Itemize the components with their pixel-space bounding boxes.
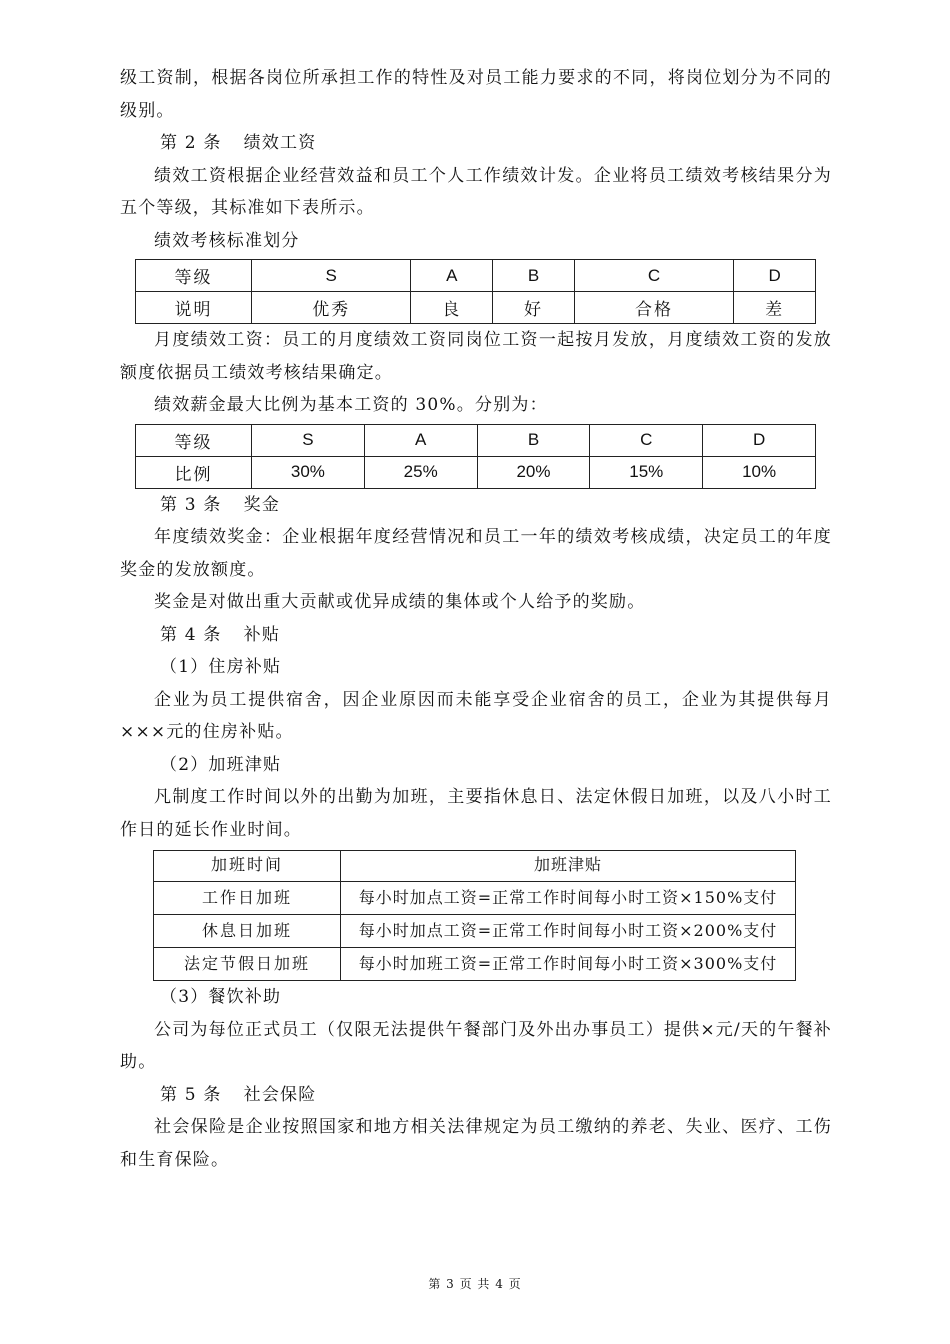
grade-header-label: 等级	[136, 260, 252, 292]
grade-cell: D	[734, 260, 816, 292]
article-3-heading	[120, 489, 832, 522]
grade-standard-table	[135, 259, 816, 324]
article-2-title: 绩效工资	[243, 133, 317, 153]
overtime-allowance-cell: 每小时加班工资=正常工作时间每小时工资×300%支付	[341, 948, 796, 981]
article-2-heading	[120, 127, 832, 160]
ratio-header-label: 等级	[136, 424, 252, 456]
grade-cell: C	[590, 424, 703, 456]
ratio-cell: 25%	[364, 456, 477, 488]
ratio-cell: 30%	[252, 456, 365, 488]
grade-cell: A	[411, 260, 493, 292]
grade-cell: D	[703, 424, 816, 456]
ratio-table	[135, 424, 816, 489]
overtime-allowance-cell: 每小时加点工资=正常工作时间每小时工资×200%支付	[341, 915, 796, 948]
overtime-time-cell: 工作日加班	[154, 882, 341, 915]
overtime-heading: （2）加班津贴	[160, 754, 282, 775]
article-5-number: 第 5 条	[160, 1084, 222, 1105]
meal-heading: （3）餐饮补助	[160, 987, 282, 1007]
overtime-time-header: 加班时间	[154, 851, 341, 882]
article-2-para: 绩效工资根据企业经营效益和员工个人工作绩效计发。企业将员工绩效考核结果分为五个等级，其标准如下表所示。	[120, 165, 832, 218]
article-2-number: 第 2 条	[160, 133, 222, 153]
document-page	[120, 62, 832, 1176]
article-4-number: 第 4 条	[160, 624, 222, 645]
article-3-number: 第 3 条	[160, 494, 222, 515]
table-row	[136, 260, 816, 292]
overtime-text: 凡制度工作时间以外的出勤为加班，主要指休息日、法定休假日加班，以及八小时工作日的延长作业时间。	[120, 787, 832, 840]
article-4-title: 补贴	[243, 624, 281, 645]
ratio-cell: 10%	[703, 456, 816, 488]
table-row	[154, 851, 796, 882]
table-row	[136, 456, 816, 488]
grade-table-caption: 绩效考核标准划分	[154, 230, 300, 251]
overtime-time-cell: 休息日加班	[154, 915, 341, 948]
article-3-title: 奖金	[243, 494, 281, 515]
bonus-definition-para: 奖金是对做出重大贡献或优异成绩的集体或个人给予的奖励。	[154, 592, 646, 612]
grade-cell: A	[364, 424, 477, 456]
grade-cell: B	[493, 260, 575, 292]
overtime-allowance-cell: 每小时加点工资=正常工作时间每小时工资×150%支付	[341, 882, 796, 915]
description-cell: 差	[734, 292, 816, 324]
meal-text: 公司为每位正式员工（仅限无法提供午餐部门及外出办事员工）提供×元/天的午餐补助。	[120, 1019, 832, 1072]
intro-continuation: 级工资制，根据各岗位所承担工作的特性及对员工能力要求的不同，将岗位划分为不同的级别。	[120, 68, 832, 121]
description-cell: 优秀	[252, 292, 411, 324]
table-row	[136, 292, 816, 324]
annual-bonus-para: 年度绩效奖金：企业根据年度经营情况和员工一年的绩效考核成绩，决定员工的年度奖金的发放额度。	[120, 527, 832, 580]
table-row	[154, 915, 796, 948]
page-footer: 第 3 页 共 4 页	[428, 1277, 522, 1291]
description-cell: 良	[411, 292, 493, 324]
table-row	[154, 948, 796, 981]
table-row	[136, 424, 816, 456]
social-insurance-para: 社会保险是企业按照国家和地方相关法律规定为员工缴纳的养老、失业、医疗、工伤和生育保险。	[120, 1117, 832, 1170]
article-4-heading	[120, 619, 832, 652]
monthly-performance-para: 月度绩效工资：员工的月度绩效工资同岗位工资一起按月发放，月度绩效工资的发放额度依据员工绩效考核结果确定。	[120, 330, 832, 383]
overtime-time-cell: 法定节假日加班	[154, 948, 341, 981]
table-row	[154, 882, 796, 915]
ratio-cell: 20%	[477, 456, 590, 488]
ratio-cell: 15%	[590, 456, 703, 488]
overtime-allowance-header: 加班津贴	[341, 851, 796, 882]
grade-cell: S	[252, 424, 365, 456]
housing-heading: （1）住房补贴	[160, 657, 282, 677]
description-cell: 好	[493, 292, 575, 324]
grade-cell: B	[477, 424, 590, 456]
description-row-label: 说明	[136, 292, 252, 324]
housing-text: 企业为员工提供宿舍，因企业原因而未能享受企业宿舍的员工，企业为其提供每月×××元的住房补贴。	[120, 689, 832, 742]
ratio-intro-para: 绩效薪金最大比例为基本工资的 30%。分别为：	[154, 395, 548, 415]
grade-cell: S	[252, 260, 411, 292]
overtime-table	[153, 850, 796, 981]
description-cell: 合格	[574, 292, 733, 324]
article-5-title: 社会保险	[243, 1084, 317, 1105]
grade-cell: C	[574, 260, 733, 292]
article-5-heading	[120, 1079, 832, 1112]
ratio-row-label: 比例	[136, 456, 252, 488]
